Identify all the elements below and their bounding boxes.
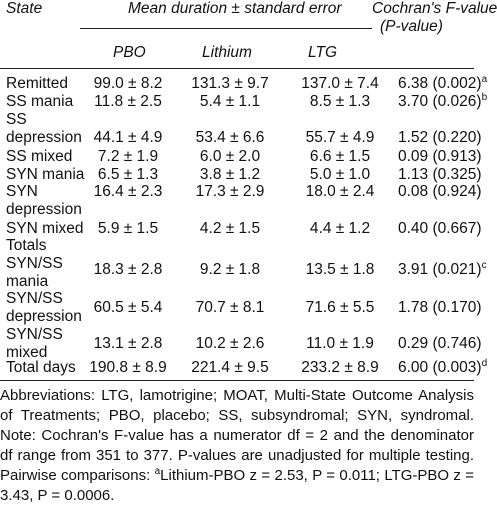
- row-pbo: 18.3 ± 2.8: [93, 261, 163, 278]
- row-lithium: 70.7 ± 8.1: [195, 299, 265, 316]
- row-lithium: 10.2 ± 2.6: [195, 335, 265, 352]
- row-state: SYN depression: [6, 183, 82, 218]
- footnote-marker: a: [481, 73, 488, 85]
- table-notes: [0, 386, 474, 506]
- row-state: SYN/SS depression: [6, 290, 82, 325]
- row-ltg: 11.0 ± 1.9: [306, 335, 374, 352]
- header-subrule: [80, 28, 372, 29]
- row-cochran: 0.08 (0.924): [398, 183, 482, 200]
- footnote-marker: d: [481, 357, 488, 369]
- row-ltg: 13.5 ± 1.8: [305, 261, 375, 278]
- notes-pairwise: Lithium-PBO z = 2.53, P = 0.011; LTG-PBO z = 3.43, P = 0.0006.: [0, 467, 475, 504]
- header-pbo: PBO: [113, 44, 146, 61]
- row-lithium: 221.4 ± 9.5: [191, 359, 269, 376]
- row-state: Total days: [6, 359, 76, 376]
- row-pbo: 5.9 ± 1.5: [97, 220, 159, 237]
- row-lithium: 9.2 ± 1.8: [199, 261, 261, 278]
- header-cochran-line1: Cochran's F-value: [372, 0, 497, 17]
- header-cochran-line2: (P-value): [380, 18, 443, 35]
- row-cochran: 0.29 (0.746): [398, 335, 482, 352]
- row-ltg: 55.7 ± 4.9: [305, 129, 375, 146]
- row-ltg: 71.6 ± 5.5: [305, 299, 375, 316]
- row-pbo: 11.8 ± 2.5: [94, 93, 162, 110]
- table-bottom-rule: [0, 380, 474, 381]
- row-state: SYN/SS mixed: [6, 326, 63, 361]
- header-ltg: LTG: [308, 44, 337, 61]
- row-lithium: 6.0 ± 2.0: [199, 148, 261, 165]
- row-pbo: 13.1 ± 2.8: [93, 335, 163, 352]
- row-state: SS mixed: [6, 148, 73, 165]
- row-pbo: 6.5 ± 1.3: [97, 166, 159, 183]
- row-cochran: 0.40 (0.667): [398, 220, 482, 237]
- header-state: State: [6, 0, 43, 17]
- row-state: Totals: [6, 237, 47, 254]
- row-ltg: 5.0 ± 1.0: [309, 166, 371, 183]
- row-lithium: 53.4 ± 6.6: [195, 129, 265, 146]
- row-ltg: 233.2 ± 8.9: [301, 359, 379, 376]
- row-cochran: 0.09 (0.913): [398, 148, 482, 165]
- row-cochran: 1.13 (0.325): [398, 166, 482, 183]
- row-cochran: 3.91 $(0.021)^c$: [398, 259, 487, 278]
- row-pbo: 44.1 ± 4.9: [93, 129, 163, 146]
- header-bottom-rule: [0, 68, 474, 69]
- row-cochran: 6.00 $(0.003)^d$: [398, 357, 488, 376]
- row-lithium: 5.4 ± 1.1: [199, 93, 261, 110]
- row-pbo: 16.4 ± 2.3: [93, 183, 163, 200]
- row-state: SYN mania: [6, 166, 85, 183]
- notes-abbreviations: Abbreviations: LTG, lamotrigine; MOAT, Multi-State Outcome Analysis of Treatments; PBO, placebo; SS, subsyndromal; SYN, syndromal. Note: Cochran's F-value has a numerator df = 2 and the denominator df range from 351 to 377. P-values are unadjusted for multiple testing. Pairwise comparisons:: [0, 387, 474, 484]
- row-pbo: 99.0 ± 8.2: [93, 75, 163, 92]
- row-state: SS depression: [6, 111, 82, 146]
- row-cochran: 1.52 (0.220): [398, 129, 482, 146]
- row-ltg: 18.0 ± 2.4: [305, 183, 375, 200]
- row-ltg: 6.6 ± 1.5: [309, 148, 371, 165]
- header-lithium: Lithium: [202, 44, 252, 61]
- footnote-marker: c: [481, 259, 487, 271]
- row-lithium: 131.3 ± 9.7: [191, 75, 269, 92]
- row-state: Remitted: [6, 75, 69, 92]
- row-ltg: 137.0 ± 7.4: [301, 75, 379, 92]
- row-lithium: 17.3 ± 2.9: [195, 183, 265, 200]
- row-lithium: 4.2 ± 1.5: [199, 220, 261, 237]
- row-cochran: 6.38 $(0.002)^a$: [398, 73, 488, 92]
- row-state: SYN/SS mania: [6, 255, 63, 290]
- row-cochran: 1.78 (0.170): [398, 299, 482, 316]
- row-ltg: 8.5 ± 1.3: [309, 93, 371, 110]
- row-pbo: 60.5 ± 5.4: [93, 299, 163, 316]
- footnote-marker: a: [154, 466, 161, 477]
- row-pbo: 7.2 ± 1.9: [97, 148, 159, 165]
- row-ltg: 4.4 ± 1.2: [309, 220, 371, 237]
- header-mean-duration: Mean duration ± standard error: [128, 0, 342, 17]
- row-lithium: 3.8 ± 1.2: [199, 166, 261, 183]
- row-state: SYN mixed: [6, 220, 84, 237]
- footnote-marker: b: [481, 91, 488, 103]
- row-pbo: 190.8 ± 8.9: [89, 359, 167, 376]
- row-state: SS mania: [6, 93, 74, 110]
- row-cochran: 3.70 $(0.026)^b$: [398, 91, 488, 110]
